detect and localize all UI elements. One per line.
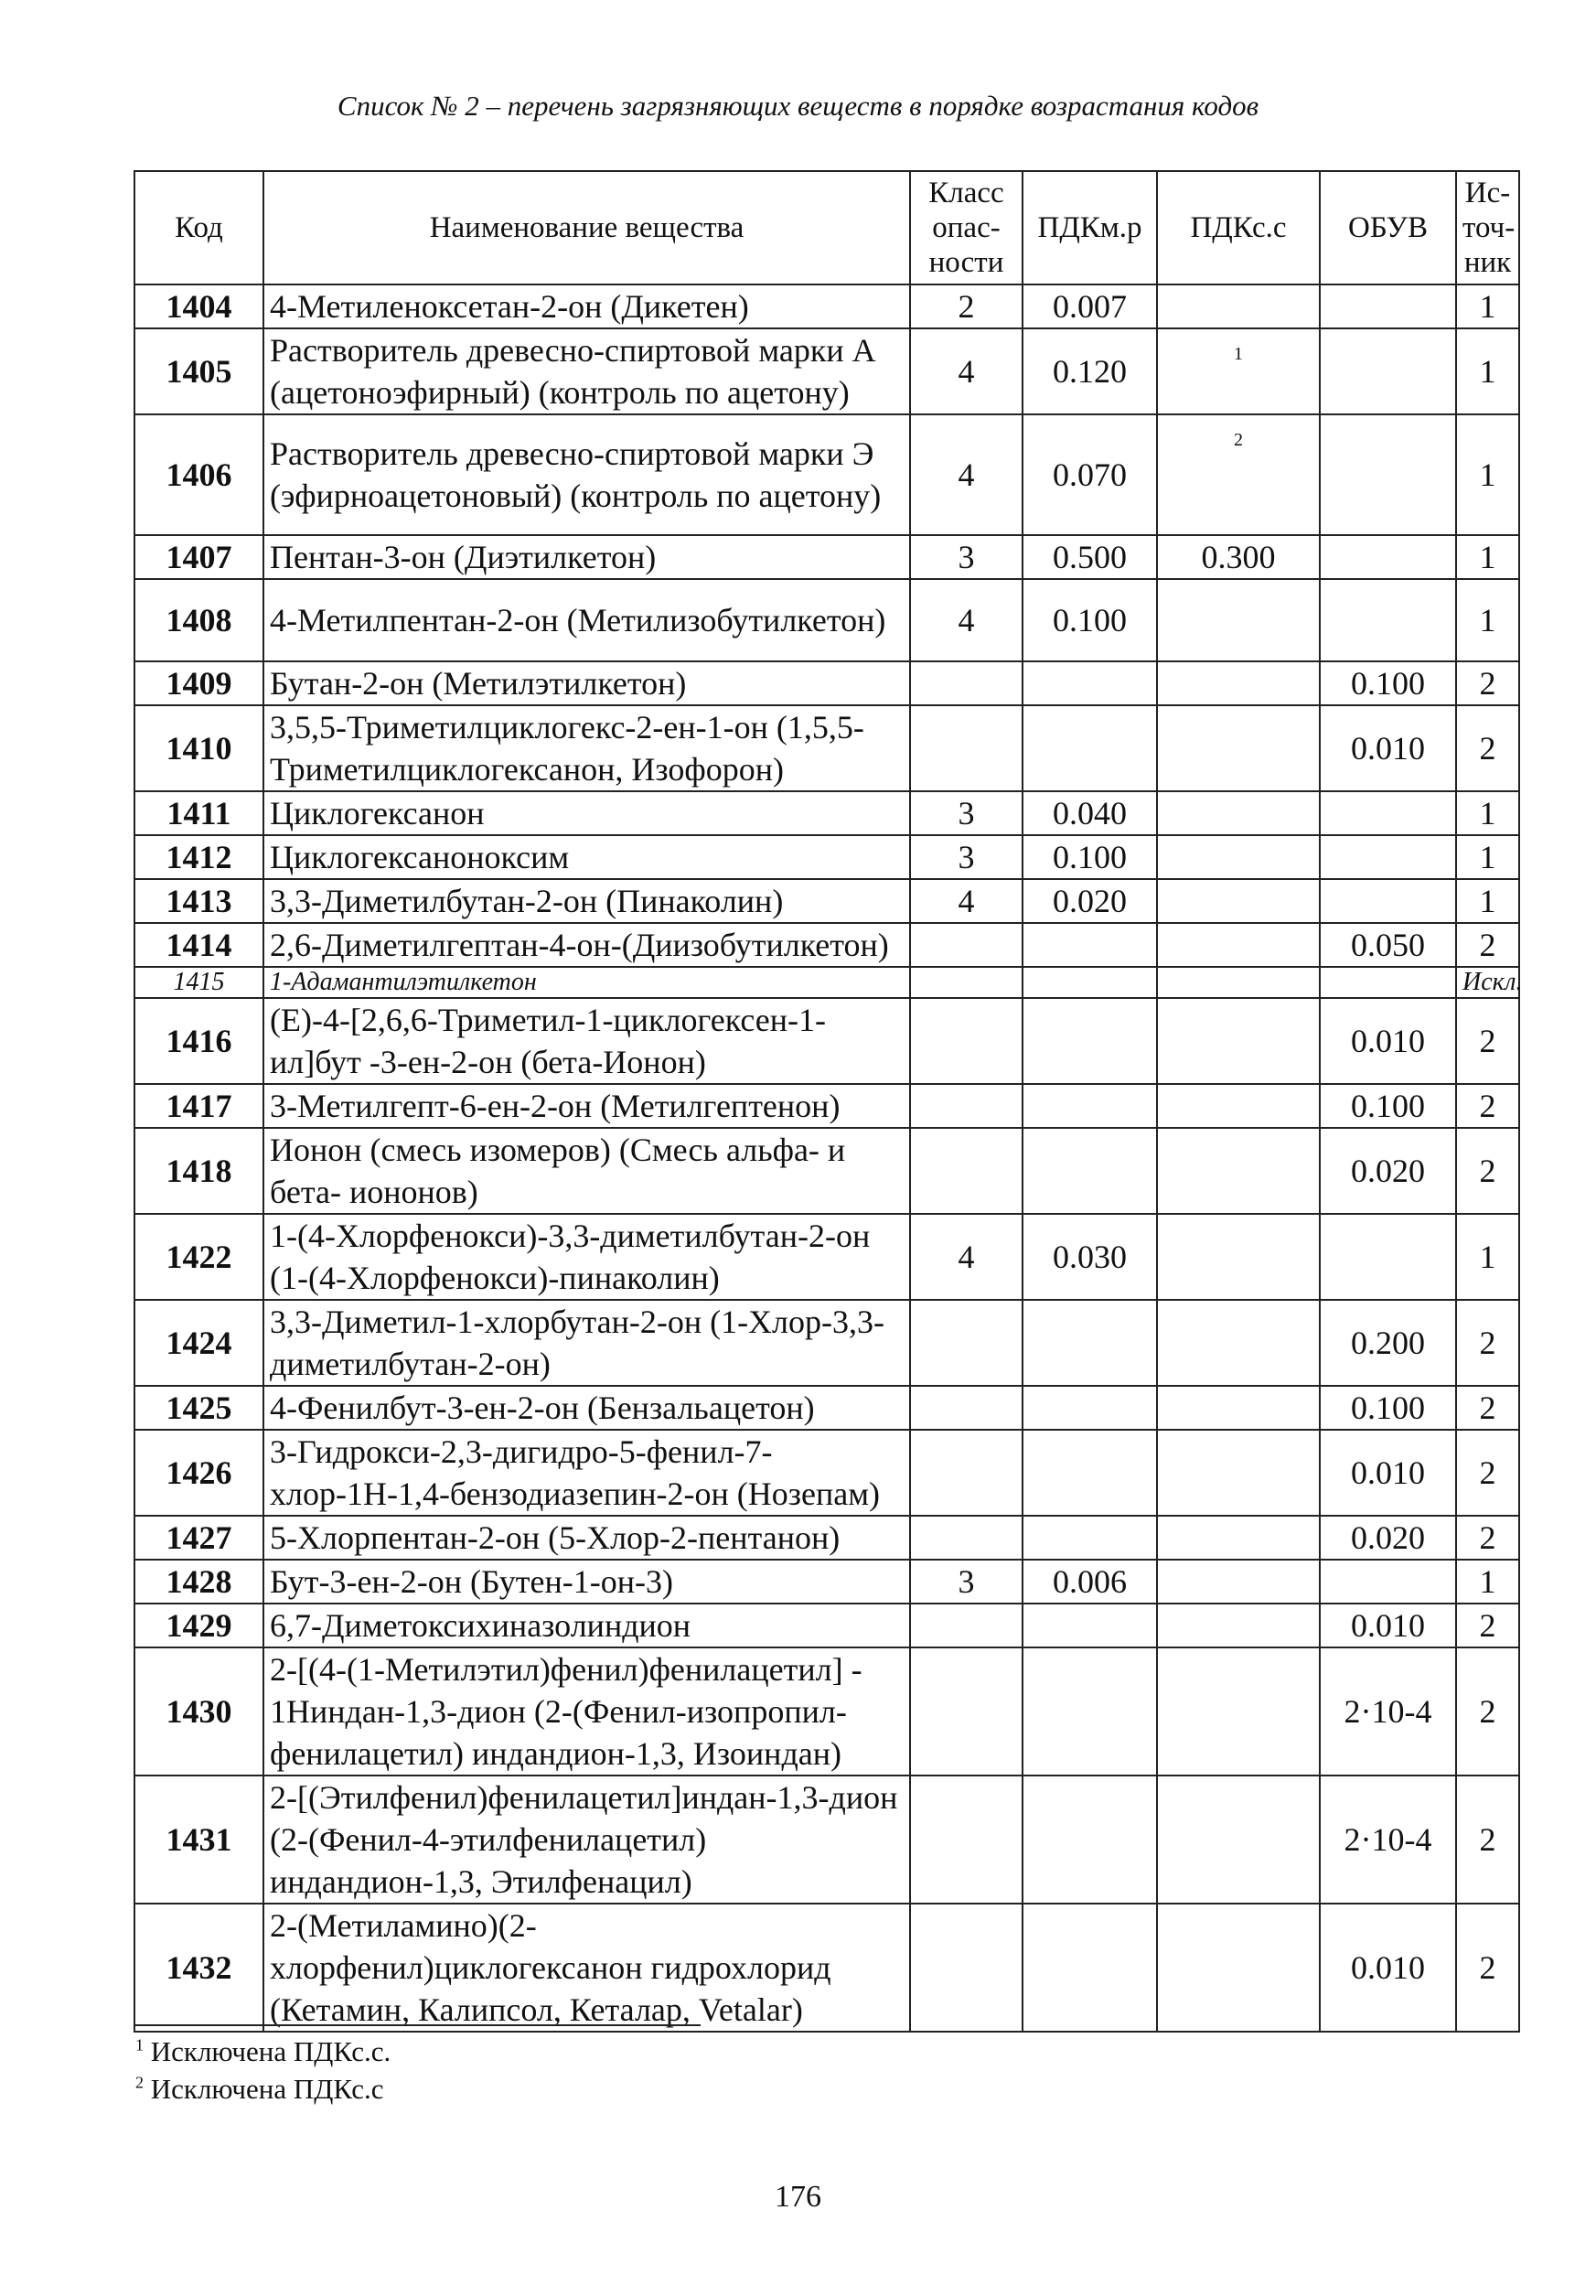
- table-row: [134, 705, 1519, 791]
- pdk-mr-cell: [1023, 1516, 1157, 1560]
- table-row: [134, 1604, 1519, 1647]
- pdk-mr-cell: [1023, 923, 1157, 967]
- hazard-class-cell: 4: [910, 879, 1023, 923]
- pdk-mr-cell: 0.100: [1023, 579, 1157, 661]
- obuv-cell: 0.010: [1320, 1604, 1456, 1647]
- code-cell: 1411: [134, 791, 263, 835]
- hazard-class-cell: [910, 1776, 1023, 1904]
- code-cell: 1417: [134, 1084, 263, 1128]
- name-cell: 2-(Метиламино)(2-хлорфенил)циклогексанон гидрохлорид (Кетамин, Калипсол, Кеталар, Vetalar): [263, 1904, 910, 2032]
- pdk-ss-cell: [1157, 1084, 1320, 1128]
- footnote-mark: 1: [135, 2035, 144, 2055]
- code-cell: 1410: [134, 705, 263, 791]
- obuv-cell: 0.050: [1320, 923, 1456, 967]
- name-cell: Растворитель древесно-спиртовой марки Э (эфирноацетоновый) (контроль по ацетону): [263, 414, 910, 535]
- pdk-ss-cell: [1157, 923, 1320, 967]
- name-cell: Бут-3-ен-2-он (Бутен-1-он-3): [263, 1560, 910, 1604]
- hazard-class-cell: [910, 1604, 1023, 1647]
- table-row: [134, 1560, 1519, 1604]
- source-cell: 2: [1456, 998, 1519, 1084]
- hazard-class-cell: 4: [910, 579, 1023, 661]
- obuv-cell: [1320, 414, 1456, 535]
- pdk-mr-cell: 0.120: [1023, 328, 1157, 414]
- hazard-class-cell: [910, 1430, 1023, 1516]
- table-row: [134, 879, 1519, 923]
- obuv-cell: 0.100: [1320, 1386, 1456, 1430]
- source-cell: 2: [1456, 1604, 1519, 1647]
- source-cell: 2: [1456, 661, 1519, 705]
- source-cell: 2: [1456, 705, 1519, 791]
- source-cell: 1: [1456, 1560, 1519, 1604]
- obuv-cell: [1320, 579, 1456, 661]
- table-row: [134, 579, 1519, 661]
- code-cell: 1418: [134, 1128, 263, 1214]
- pdk-ss-cell: [1157, 1776, 1320, 1904]
- pdk-mr-cell: [1023, 1300, 1157, 1386]
- obuv-cell: [1320, 284, 1456, 328]
- pdk-ss-cell: [1157, 1516, 1320, 1560]
- pdk-mr-cell: 0.007: [1023, 284, 1157, 328]
- pdk-ss-cell: [1157, 1214, 1320, 1300]
- table-row: [134, 791, 1519, 835]
- table-row: [134, 1430, 1519, 1516]
- pdk-ss-cell: [1157, 791, 1320, 835]
- hazard-class-cell: [910, 1904, 1023, 2032]
- pdk-mr-cell: [1023, 705, 1157, 791]
- source-cell: 1: [1456, 284, 1519, 328]
- footnote-mark: 2: [135, 2073, 144, 2092]
- pdk-ss-cell: 1: [1157, 328, 1320, 414]
- hazard-class-cell: 3: [910, 1560, 1023, 1604]
- obuv-cell: 0.010: [1320, 1904, 1456, 2032]
- code-cell: 1409: [134, 661, 263, 705]
- hazard-class-cell: 3: [910, 535, 1023, 579]
- name-cell: Циклогексанон: [263, 791, 910, 835]
- pdk-ss-cell: [1157, 1604, 1320, 1647]
- pdk-ss-cell: [1157, 1647, 1320, 1776]
- pdk-ss-cell: [1157, 1300, 1320, 1386]
- header-code: Код: [134, 171, 263, 284]
- obuv-cell: 0.010: [1320, 705, 1456, 791]
- obuv-cell: 2·10-4: [1320, 1647, 1456, 1776]
- table-row: [134, 835, 1519, 879]
- source-cell: 1: [1456, 535, 1519, 579]
- pdk-mr-cell: [1023, 1386, 1157, 1430]
- code-cell: 1431: [134, 1776, 263, 1904]
- hazard-class-cell: [910, 967, 1023, 998]
- footnote-text: Исключена ПДКс.с: [150, 2073, 384, 2105]
- pdk-mr-cell: [1023, 1647, 1157, 1776]
- hazard-class-cell: 3: [910, 791, 1023, 835]
- obuv-cell: [1320, 835, 1456, 879]
- obuv-cell: [1320, 1214, 1456, 1300]
- substances-table: [134, 170, 1523, 2033]
- pdk-ss-cell: [1157, 1386, 1320, 1430]
- hazard-class-cell: 3: [910, 835, 1023, 879]
- header-pdk-mr: ПДКм.р: [1023, 171, 1157, 284]
- table-row: [134, 998, 1519, 1084]
- table-row: [134, 1084, 1519, 1128]
- source-cell: 2: [1456, 1128, 1519, 1214]
- source-cell: 1: [1456, 1214, 1519, 1300]
- pdk-mr-cell: 0.070: [1023, 414, 1157, 535]
- code-cell: 1432: [134, 1904, 263, 2032]
- hazard-class-cell: [910, 998, 1023, 1084]
- source-cell: 2: [1456, 1300, 1519, 1386]
- name-cell: 1-(4-Хлорфенокси)-3,3-диметилбутан-2-он (1-(4-Хлорфенокси)-пинаколин): [263, 1214, 910, 1300]
- hazard-class-cell: 2: [910, 284, 1023, 328]
- code-cell: 1425: [134, 1386, 263, 1430]
- pdk-ss-cell: 2: [1157, 414, 1320, 535]
- table-row: [134, 1300, 1519, 1386]
- pdk-mr-cell: 0.040: [1023, 791, 1157, 835]
- code-cell: 1415: [134, 967, 263, 998]
- source-cell: 2: [1456, 1904, 1519, 2032]
- source-cell: 2: [1456, 1084, 1519, 1128]
- name-cell: 6,7-Диметоксихиназолиндион: [263, 1604, 910, 1647]
- code-cell: 1405: [134, 328, 263, 414]
- obuv-cell: 0.100: [1320, 661, 1456, 705]
- obuv-cell: 0.020: [1320, 1516, 1456, 1560]
- table-row: [134, 1214, 1519, 1300]
- code-cell: 1427: [134, 1516, 263, 1560]
- name-cell: 5-Хлорпентан-2-он (5-Хлор-2-пентанон): [263, 1516, 910, 1560]
- name-cell: Пентан-3-он (Диэтилкетон): [263, 535, 910, 579]
- pdk-mr-cell: [1023, 1904, 1157, 2032]
- hazard-class-cell: [910, 705, 1023, 791]
- name-cell: 1-Адамантилэтилкетон: [263, 967, 910, 998]
- name-cell: Циклогексаноноксим: [263, 835, 910, 879]
- obuv-cell: 0.010: [1320, 998, 1456, 1084]
- pdk-mr-cell: 0.100: [1023, 835, 1157, 879]
- source-cell: 1: [1456, 579, 1519, 661]
- hazard-class-cell: [910, 1300, 1023, 1386]
- hazard-class-cell: 4: [910, 414, 1023, 535]
- obuv-cell: 0.200: [1320, 1300, 1456, 1386]
- hazard-class-cell: 4: [910, 328, 1023, 414]
- pdk-mr-cell: [1023, 1776, 1157, 1904]
- name-cell: 3,3-Диметил-1-хлорбутан-2-он (1-Хлор-3,3-диметилбутан-2-он): [263, 1300, 910, 1386]
- table-row: [134, 1776, 1519, 1904]
- name-cell: (E)-4-[2,6,6-Триметил-1-циклогексен-1-ил]бут -3-ен-2-он (бета-Ионон): [263, 998, 910, 1084]
- hazard-class-cell: [910, 1128, 1023, 1214]
- table-row: [134, 535, 1519, 579]
- source-cell: 2: [1456, 923, 1519, 967]
- code-cell: 1414: [134, 923, 263, 967]
- code-cell: 1430: [134, 1647, 263, 1776]
- obuv-cell: [1320, 1560, 1456, 1604]
- page-title: Список № 2 – перечень загрязняющих веществ в порядке возрастания кодов: [337, 90, 1259, 122]
- name-cell: 3,3-Диметилбутан-2-он (Пинаколин): [263, 879, 910, 923]
- name-cell: 2,6-Диметилгептан-4-он-(Диизобутилкетон): [263, 923, 910, 967]
- table-row: [134, 1647, 1519, 1776]
- table-row: [134, 923, 1519, 967]
- name-cell: 3,5,5-Триметилциклогекс-2-ен-1-он (1,5,5-Триметилциклогексанон, Изофорон): [263, 705, 910, 791]
- hazard-class-cell: [910, 1386, 1023, 1430]
- pdk-ss-cell: 0.300: [1157, 535, 1320, 579]
- table-row: [134, 1904, 1519, 2032]
- table-row: [134, 284, 1519, 328]
- hazard-class-cell: [910, 661, 1023, 705]
- header-pdk-ss: ПДКс.с: [1157, 171, 1320, 284]
- pdk-ss-cell: [1157, 1430, 1320, 1516]
- pdk-mr-cell: [1023, 967, 1157, 998]
- source-cell: 2: [1456, 1647, 1519, 1776]
- source-cell: 1: [1456, 879, 1519, 923]
- page-number: 176: [775, 2180, 821, 2214]
- name-cell: Бутан-2-он (Метилэтилкетон): [263, 661, 910, 705]
- code-cell: 1416: [134, 998, 263, 1084]
- source-cell: 1: [1456, 835, 1519, 879]
- source-cell: 2: [1456, 1776, 1519, 1904]
- source-cell: 1: [1456, 414, 1519, 535]
- code-cell: 1429: [134, 1604, 263, 1647]
- header-source: Ис-точ-ник: [1456, 171, 1519, 284]
- pdk-mr-cell: 0.030: [1023, 1214, 1157, 1300]
- pdk-mr-cell: [1023, 1430, 1157, 1516]
- code-cell: 1408: [134, 579, 263, 661]
- pdk-mr-cell: [1023, 1128, 1157, 1214]
- pdk-mr-cell: 0.020: [1023, 879, 1157, 923]
- obuv-cell: [1320, 328, 1456, 414]
- table-header-row: [134, 171, 1519, 284]
- pdk-mr-cell: [1023, 661, 1157, 705]
- obuv-cell: [1320, 879, 1456, 923]
- pdk-ss-cell: [1157, 1128, 1320, 1214]
- hazard-class-cell: 4: [910, 1214, 1023, 1300]
- pdk-mr-cell: [1023, 1604, 1157, 1647]
- name-cell: 2-[(4-(1-Метилэтил)фенил)фенилацетил] - 1Ниндан-1,3-дион (2-(Фенил-изопропил-фенилацетил) индандион-1,3, Изоиндан): [263, 1647, 910, 1776]
- pdk-ss-cell: [1157, 579, 1320, 661]
- code-cell: 1428: [134, 1560, 263, 1604]
- code-cell: 1404: [134, 284, 263, 328]
- name-cell: 4-Метиленоксетан-2-он (Дикетен): [263, 284, 910, 328]
- pdk-ss-cell: [1157, 1904, 1320, 2032]
- name-cell: 4-Фенилбут-3-ен-2-он (Бензальацетон): [263, 1386, 910, 1430]
- obuv-cell: [1320, 791, 1456, 835]
- code-cell: 1424: [134, 1300, 263, 1386]
- obuv-cell: [1320, 535, 1456, 579]
- pdk-mr-cell: 0.500: [1023, 535, 1157, 579]
- obuv-cell: 0.020: [1320, 1128, 1456, 1214]
- pdk-mr-cell: 0.006: [1023, 1560, 1157, 1604]
- name-cell: Растворитель древесно-спиртовой марки А (ацетоноэфирный) (контроль по ацетону): [263, 328, 910, 414]
- header-hazard-class: Класс опас-ности: [910, 171, 1023, 284]
- obuv-cell: [1320, 967, 1456, 998]
- footnote-separator: [134, 2024, 701, 2026]
- source-cell: Искл.: [1456, 967, 1519, 998]
- obuv-cell: 0.010: [1320, 1430, 1456, 1516]
- pdk-ss-cell: [1157, 284, 1320, 328]
- hazard-class-cell: [910, 1647, 1023, 1776]
- pdk-ss-cell: [1157, 705, 1320, 791]
- obuv-cell: 2·10-4: [1320, 1776, 1456, 1904]
- name-cell: Ионон (смесь изомеров) (Смесь альфа- и бета- иононов): [263, 1128, 910, 1214]
- pdk-mr-cell: [1023, 1084, 1157, 1128]
- header-name: Наименование вещества: [263, 171, 910, 284]
- pdk-ss-cell: [1157, 967, 1320, 998]
- code-cell: 1406: [134, 414, 263, 535]
- name-cell: 2-[(Этилфенил)фенилацетил]индан-1,3-дион (2-(Фенил-4-этилфенилацетил) индандион-1,3, Этилфенацил): [263, 1776, 910, 1904]
- footnote-text: Исключена ПДКс.с.: [150, 2035, 391, 2067]
- source-cell: 1: [1456, 328, 1519, 414]
- code-cell: 1422: [134, 1214, 263, 1300]
- table-row: [134, 414, 1519, 535]
- source-cell: 2: [1456, 1386, 1519, 1430]
- name-cell: 3-Метилгепт-6-ен-2-он (Метилгептенон): [263, 1084, 910, 1128]
- hazard-class-cell: [910, 1084, 1023, 1128]
- code-cell: 1412: [134, 835, 263, 879]
- pdk-mr-cell: [1023, 998, 1157, 1084]
- pdk-ss-cell: [1157, 661, 1320, 705]
- pdk-ss-cell: [1157, 879, 1320, 923]
- obuv-cell: 0.100: [1320, 1084, 1456, 1128]
- source-cell: 2: [1456, 1430, 1519, 1516]
- table-row: [134, 1386, 1519, 1430]
- pdk-ss-cell: [1157, 835, 1320, 879]
- pdk-ss-cell: [1157, 998, 1320, 1084]
- source-cell: 2: [1456, 1516, 1519, 1560]
- footnote-1: [135, 2035, 391, 2068]
- table-row: [134, 1516, 1519, 1560]
- name-cell: 4-Метилпентан-2-он (Метилизобутилкетон): [263, 579, 910, 661]
- table-row: [134, 328, 1519, 414]
- table-row: [134, 661, 1519, 705]
- hazard-class-cell: [910, 923, 1023, 967]
- footnote-2: [135, 2073, 384, 2106]
- pdk-ss-cell: [1157, 1560, 1320, 1604]
- source-cell: 1: [1456, 791, 1519, 835]
- table-row: [134, 967, 1519, 998]
- code-cell: 1413: [134, 879, 263, 923]
- header-obuv: ОБУВ: [1320, 171, 1456, 284]
- table-row: [134, 1128, 1519, 1214]
- code-cell: 1426: [134, 1430, 263, 1516]
- hazard-class-cell: [910, 1516, 1023, 1560]
- name-cell: 3-Гидрокси-2,3-дигидро-5-фенил-7-хлор-1Н-1,4-бензодиазепин-2-он (Нозепам): [263, 1430, 910, 1516]
- code-cell: 1407: [134, 535, 263, 579]
